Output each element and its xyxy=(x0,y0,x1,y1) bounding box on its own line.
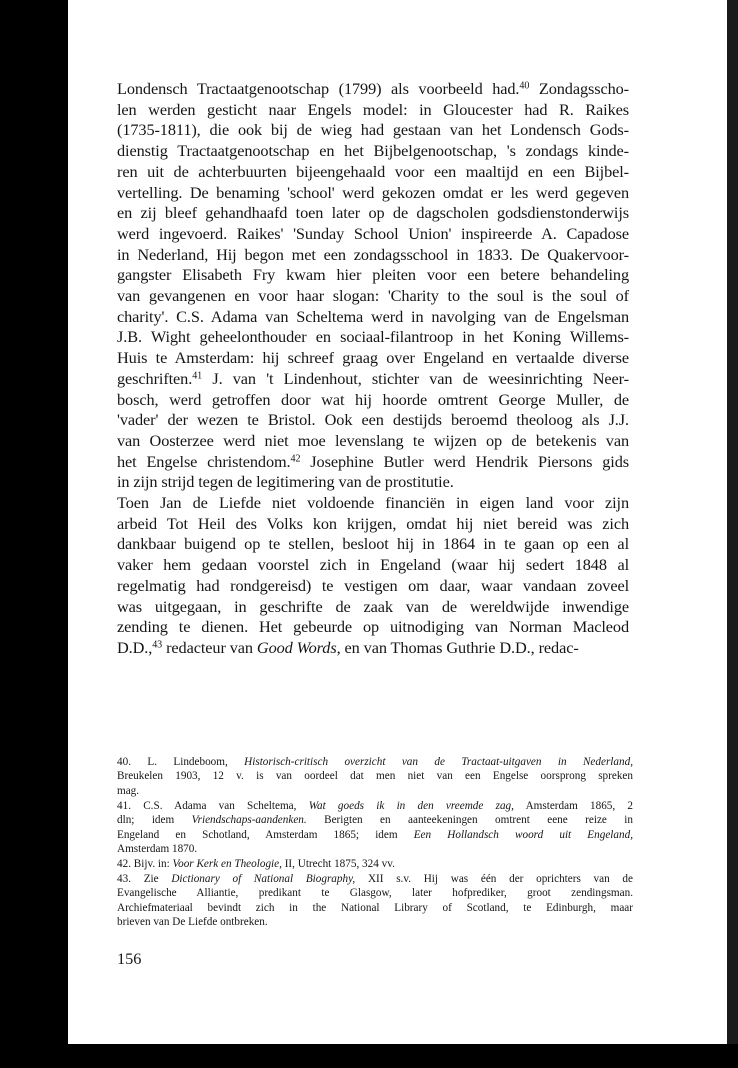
text-line: in Nederland, Hij begon met een zondagsschool in 1833. De Quakervoor- xyxy=(117,244,629,264)
text-line: (1735-1811), die ook bij de wieg had gestaan van het Londensch Gods- xyxy=(117,120,629,140)
text-line: regelmatig had rondgereisd) te vestigen om daar, waar vandaan zoveel xyxy=(117,575,629,595)
text-line: het Engelse christendom.$^{42}$ Josephine Butler werd Hendrik Piersons gids xyxy=(117,451,629,471)
italic-title: Good Words xyxy=(256,637,337,657)
text-line: charity'. C.S. Adama van Scheltema werd in navolging van de Engelsman xyxy=(117,306,629,326)
footnote-42 xyxy=(117,857,633,871)
text-line: Toen Jan de Liefde niet voldoende financiën in eigen land voor zijn xyxy=(117,493,629,513)
italic-title: Vriendschaps-aandenken. xyxy=(191,814,307,827)
text-line: 40. L. Lindeboom, Historisch-critisch overzicht van de Tractaat-uitgaven in Nederland, xyxy=(117,756,633,768)
page-number: 156 xyxy=(117,949,142,968)
text-line: gangster Elisabeth Fry kwam hier pleiten voor een betere behandeling xyxy=(117,265,629,285)
scan-frame-left xyxy=(0,0,68,1068)
text-line: J.B. Wight geheelonthouder en sociaal-filantroop in het Koning Willems- xyxy=(117,327,629,347)
text-line: vertelling. De benaming 'school' werd gekozen omdat er les werd gegeven xyxy=(117,182,629,202)
text-line: 43. Zie Dictionary of National Biography, XII s.v. Hij was één der oprichters van de xyxy=(117,873,633,885)
text-line: zending te dienen. Het gebeurde op uitnodiging van Norman Macleod xyxy=(117,617,629,637)
text-line: dankbaar buigend op te stellen, besloot hij in 1864 in te gaan op een al xyxy=(117,534,629,554)
footnote-40 xyxy=(117,755,633,798)
scan-frame-bottom xyxy=(0,1044,738,1068)
text-line: in zijn strijd tegen de legitimering van de prostitutie. xyxy=(117,472,454,492)
text-line: Breukelen 1903, 12 v. is van oordeel dat men niet van een Engelse oorsprong spreken xyxy=(117,770,633,783)
text-line: Archiefmateriaal bevindt zich in the National Library of Scotland, te Edinburgh, maar xyxy=(117,901,633,914)
footnote-43 xyxy=(117,872,633,930)
text-line: van Oosterzee werd niet moe levenslang te wijzen op de betekenis van xyxy=(117,430,629,450)
text-line: mag. xyxy=(117,784,140,797)
footnote-ref: 43 xyxy=(152,639,163,651)
text-line: 'vader' der wezen te Bristol. Ook een destijds beroemd theoloog als J.J. xyxy=(117,410,629,430)
text-line: dienstig Tractaatgenootschap en het Bijbelgenootschap, 's zondags kinde- xyxy=(117,141,629,161)
text-line: 42. Bijv. in: Voor Kerk en Theologie, II, Utrecht 1875, 324 vv. xyxy=(117,858,395,870)
text-line: len werden gesticht naar Engels model: in Gloucester had R. Raikes xyxy=(117,99,629,119)
text-line: arbeid Tot Heil des Volks kon krijgen, omdat hij niet bereid was zich xyxy=(117,513,629,533)
italic-title: Historisch-critisch overzicht van de Tractaat-uitgaven in Nederland, xyxy=(244,756,633,768)
text-line: geschriften.$^{41}$ J. van 't Lindenhout, stichter van de weesinrichting Neer- xyxy=(117,368,629,388)
italic-title: Dictionary of National Biography, xyxy=(171,873,356,885)
scan-frame-right xyxy=(727,0,738,1068)
paragraph-1 xyxy=(117,79,629,493)
footnote-ref: 42 xyxy=(290,453,301,465)
text-line: Amsterdam 1870. xyxy=(117,843,198,856)
text-line: D.D.,$^{43}$ redacteur van Good Words, en van Thomas Guthrie D.D., redac- xyxy=(117,637,579,657)
text-line: Huis te Amsterdam: hij schreef graag over Engeland en vertaalde diverse xyxy=(117,348,629,368)
text-line: bosch, werd getroffen door wat hij hoorde omtrent George Muller, de xyxy=(117,389,629,409)
paragraph-2 xyxy=(117,493,629,659)
text-line: vaker hem gedaan voorstel zich in Engeland (waar hij sedert 1848 al xyxy=(117,555,629,575)
text-line: van gevangenen en voor haar slogan: 'Charity to the soul is the soul of xyxy=(117,286,629,306)
text-line: Engeland en Schotland, Amsterdam 1865; idem Een Hollandsch woord uit Engeland, xyxy=(117,828,633,841)
text-line: Londensch Tractaatgenootschap (1799) als voorbeeld had.$^{40}$ Zondagsscho- xyxy=(117,79,630,98)
italic-title: Voor Kerk en Theologie, xyxy=(172,858,282,870)
footnote-41 xyxy=(117,799,633,857)
text-line: brieven van De Liefde ontbreken. xyxy=(117,916,268,929)
text-line: dln; idem Vriendschaps-aandenken. Berigten en aanteekeningen omtrent eene reize in xyxy=(117,814,634,827)
italic-title: Wat goeds ik in den vreemde zag, xyxy=(308,800,514,812)
text-line: was uitgegaan, in geschrifte de zaak van de wereldwijde inwendige xyxy=(117,596,629,616)
text-line: 41. C.S. Adama van Scheltema, Wat goeds ik in den vreemde zag, Amsterdam 1865, 2 xyxy=(117,800,634,812)
body-text xyxy=(117,79,629,659)
text-line: en zij bleef gehandhaafd toen later op de dagscholen godsdienstonderwijs xyxy=(117,203,629,223)
text-line: werd ingevoerd. Raikes' 'Sunday School Union' inspireerde A. Capadose xyxy=(117,223,629,243)
footnote-ref: 41 xyxy=(192,370,203,382)
footnote-ref: 40 xyxy=(519,80,530,92)
text-line: ren uit de achterbuurten bijeengehaald voor een maaltijd en een Bijbel- xyxy=(117,161,629,181)
text-line: Evangelische Alliantie, predikant te Glasgow, later hofprediker, groot zendingsman. xyxy=(117,887,633,900)
italic-title: Een Hollandsch woord uit Engeland, xyxy=(413,828,633,841)
